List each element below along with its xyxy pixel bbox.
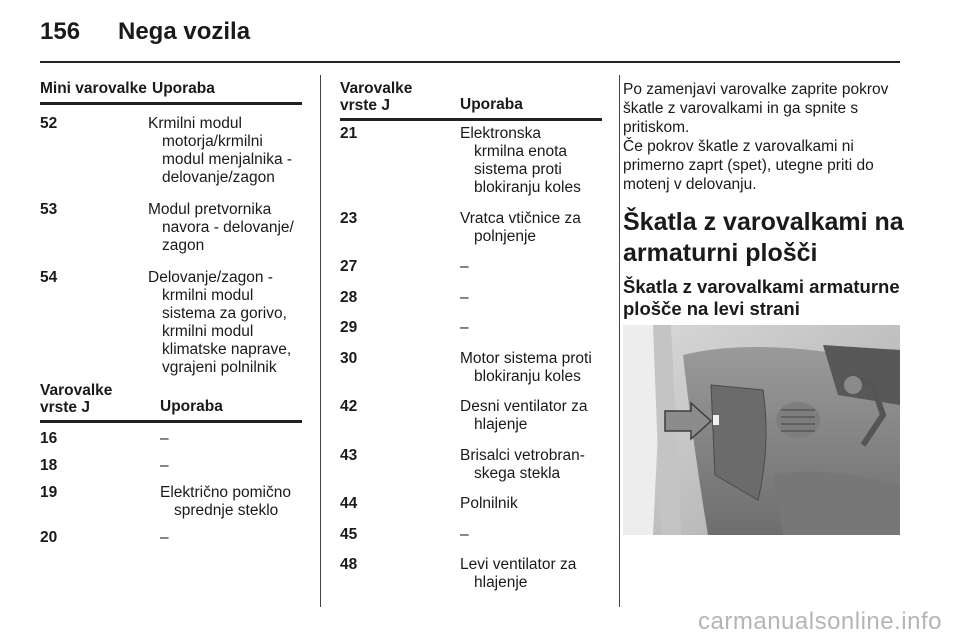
fuse-number: 44	[340, 495, 358, 512]
usage-line: navora - delovanje/	[162, 219, 294, 236]
table-row	[340, 258, 602, 276]
fuse-number: 27	[340, 258, 358, 275]
column-divider-1	[320, 75, 321, 607]
fuse-usage	[460, 556, 576, 592]
fuse-number: 20	[40, 529, 58, 546]
fuse-number: 48	[340, 556, 358, 573]
fuse-number: 52	[40, 115, 58, 132]
usage-line: klimatske naprave,	[162, 341, 292, 358]
usage-line: modul menjalnika -	[162, 151, 293, 168]
usage-line: blokiranju koles	[474, 179, 581, 196]
page-title: Nega vozila	[118, 18, 251, 45]
fuse-number: 18	[40, 457, 58, 474]
usage-line: delovanje/zagon	[162, 169, 275, 186]
usage-line: –	[460, 525, 469, 543]
fuse-usage	[460, 447, 585, 483]
fuse-usage	[460, 495, 518, 513]
j-fuse-table-right	[340, 82, 602, 592]
usage-line: Motor sistema proti	[460, 349, 592, 367]
table-row	[40, 484, 302, 520]
fuse-number: 30	[340, 349, 358, 367]
fuse-usage	[148, 115, 292, 187]
column-header-usage: Uporaba	[160, 398, 223, 415]
usage-line: Delovanje/zagon -	[148, 269, 273, 286]
fuse-usage	[460, 125, 581, 197]
table-row	[340, 398, 602, 434]
column-header-fuse: Mini varovalke	[40, 80, 147, 97]
paragraph-warning: Če pokrov škatle z varovalkami ni primerno zaprt (spet), utegne priti do motenj v delovanju.	[623, 138, 874, 193]
column-divider-2	[619, 75, 620, 607]
fuse-number: 42	[340, 398, 358, 415]
usage-line: –	[460, 319, 469, 336]
usage-line: Desni ventilator za	[460, 398, 588, 415]
usage-line: –	[160, 430, 169, 447]
fuse-number: 29	[340, 319, 358, 336]
table-row	[40, 115, 302, 187]
fuse-usage	[160, 457, 169, 475]
usage-line: Levi ventilator za	[460, 556, 577, 573]
table-header	[40, 78, 302, 105]
fuse-usage	[460, 350, 592, 386]
fuse-usage	[460, 398, 588, 434]
usage-line: Modul pretvornika	[148, 201, 272, 218]
table-row	[340, 526, 602, 544]
j-fuse-table-left	[40, 380, 302, 547]
usage-line: sprednje steklo	[174, 502, 279, 519]
table-row	[40, 457, 302, 475]
fuse-usage	[460, 258, 469, 276]
table-row	[40, 430, 302, 448]
usage-line: sistema proti	[474, 161, 562, 178]
usage-line: vgrajeni polnilnik	[162, 359, 277, 376]
fuse-usage	[460, 319, 469, 337]
fuse-number: 43	[340, 446, 358, 464]
usage-line: polnjenje	[474, 227, 537, 245]
table-row	[340, 495, 602, 513]
table-row	[340, 210, 602, 246]
usage-line: hlajenje	[474, 574, 528, 591]
section-heading: Škatla z varovalkami na armaturni plošči	[623, 208, 904, 267]
fuse-number: 19	[40, 484, 58, 501]
table-row	[340, 125, 602, 197]
usage-line: blokiranju koles	[474, 367, 581, 385]
usage-line: Elektronska	[460, 125, 541, 142]
fuse-number: 45	[340, 525, 358, 543]
usage-line: krmilni modul	[162, 287, 254, 304]
fuse-usage	[160, 529, 169, 547]
usage-line: zagon	[162, 237, 205, 254]
table-row	[340, 350, 602, 386]
table-row	[340, 556, 602, 592]
usage-line: –	[160, 529, 169, 546]
table-header	[40, 380, 302, 423]
usage-line: motorja/krmilni	[162, 133, 263, 150]
fuse-usage	[148, 201, 294, 255]
table-header	[340, 82, 602, 121]
fuse-usage	[148, 269, 291, 377]
header-rule	[40, 61, 900, 63]
fuse-box-photo	[623, 325, 900, 535]
paragraph-close-cover: Po zamenjavi varovalke zaprite pokrov škatle z varovalkami in ga spnite s pritiskom.	[623, 81, 889, 136]
usage-line: Brisalci vetrobran-	[460, 446, 585, 464]
usage-line: Vratca vtičnice za	[460, 209, 581, 227]
usage-line: krmilni modul	[162, 323, 254, 340]
page-number: 156	[40, 18, 81, 45]
table-row	[40, 201, 302, 255]
usage-line: krmilna enota	[474, 143, 568, 160]
table-row	[340, 319, 602, 337]
fuse-usage	[160, 430, 169, 448]
mini-fuse-table	[40, 78, 302, 377]
watermark: carmanualsonline.info	[698, 608, 942, 635]
usage-line: hlajenje	[474, 416, 528, 433]
table-row	[40, 269, 302, 377]
usage-line: Krmilni modul	[148, 115, 242, 132]
usage-line: –	[460, 288, 469, 306]
fuse-number: 53	[40, 201, 58, 218]
fuse-usage	[460, 210, 581, 246]
column-header-fuse: Varovalke vrste J	[40, 382, 113, 416]
usage-line: Polnilnik	[460, 495, 518, 512]
usage-line: Električno pomično	[160, 484, 291, 501]
column-header-fuse: Varovalke vrste J	[340, 80, 413, 114]
fuse-number: 28	[340, 288, 358, 306]
usage-line: –	[160, 457, 169, 474]
fuse-usage	[160, 484, 291, 520]
fuse-number: 16	[40, 430, 58, 447]
usage-line: skega stekla	[474, 464, 561, 482]
column-header-usage: Uporaba	[460, 96, 523, 113]
table-row	[340, 289, 602, 307]
table-row	[40, 529, 302, 547]
subsection-heading: Škatla z varovalkami armaturne plošče na levi strani	[623, 276, 900, 319]
fuse-usage	[460, 289, 469, 307]
fuse-usage	[460, 526, 469, 544]
usage-line: –	[460, 258, 469, 275]
fuse-number: 21	[340, 125, 358, 142]
fuse-number: 54	[40, 269, 58, 286]
usage-line: sistema za gorivo,	[162, 305, 287, 322]
fuse-number: 23	[340, 209, 358, 227]
table-row	[340, 447, 602, 483]
column-header-usage: Uporaba	[152, 80, 215, 97]
